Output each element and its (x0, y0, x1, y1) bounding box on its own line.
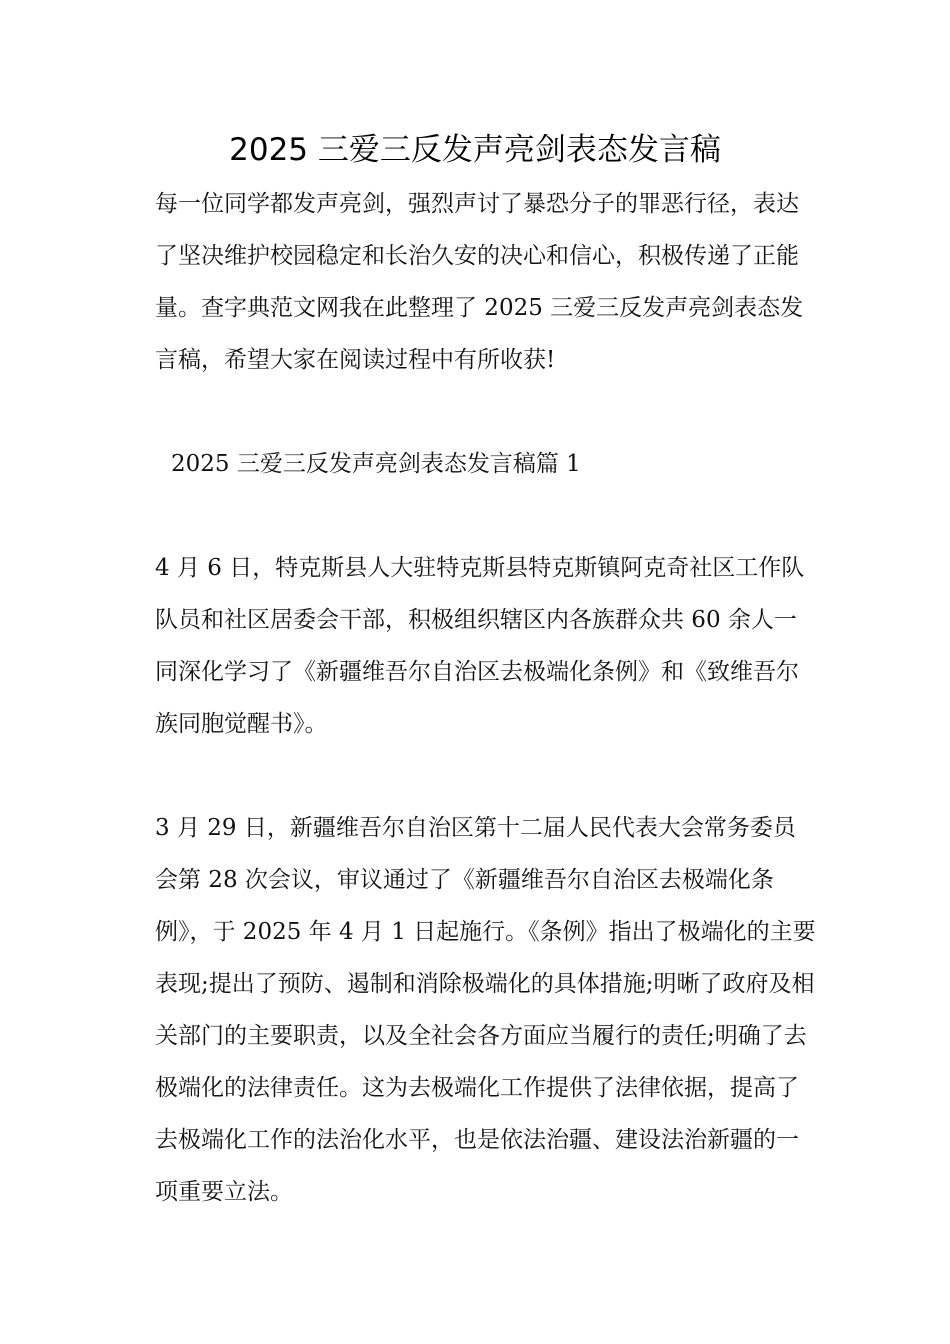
document-title: 2025 三爱三反发声亮剑表态发言稿 (229, 132, 721, 168)
body-paragraph-1: 4 月 6 日，特克斯县人大驻特克斯县特克斯镇阿克奇社区工作队队员和社区居委会干部，积极组织辖区内各族群众共 60 余人一同深化学习了《新疆维吾尔自治区去极端化条例》和《致维吾尔族同胞觉醒书》。 (155, 555, 805, 737)
intro-paragraph: 每一位同学都发声亮剑，强烈声讨了暴恐分子的罪恶行径，表达了坚决维护校园稳定和长治久安的决心和信心，积极传递了正能量。查字典范文网我在此整理了 2025 三爱三反发声亮剑表态发言稿，希望大家在阅读过程中有所收获! (155, 191, 804, 373)
section-heading: 2025 三爱三反发声亮剑表态发言稿篇 1 (171, 451, 581, 477)
document-body (143, 178, 818, 1218)
paragraph-spacer (143, 386, 818, 438)
body-paragraph-2: 3 月 29 日，新疆维吾尔自治区第十二届人民代表大会常务委员会第 28 次会议，审议通过了《新疆维吾尔自治区去极端化条例》，于 2025 年 4 月 1 日起施行。《条例》指出了极端化的主要表现;提出了预防、遏制和消除极端化的具体措施;明晰了政府及相关部门的主要职责，以及全社会各方面应当履行的责任;明确了去极端化的法律责任。这为去极端化工作提供了法律依据，提高了去极端化工作的法治化水平，也是依法治疆、建设法治新疆的一项重要立法。 (155, 815, 816, 1205)
paragraph-spacer (143, 750, 818, 802)
paragraph-spacer (143, 490, 818, 542)
